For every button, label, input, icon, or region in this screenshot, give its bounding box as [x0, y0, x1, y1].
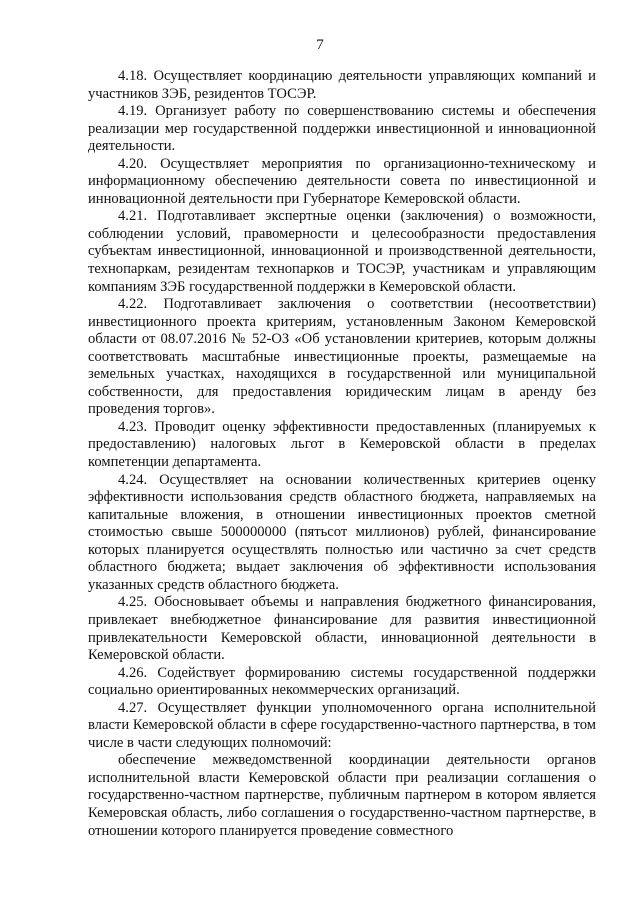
paragraph-4-20: 4.20. Осуществляет мероприятия по организационно-техническому и информационному обеспечению деятельности совета по инвестиционной и инновационной деятельности при Губернаторе Кемеровской области.	[88, 155, 596, 207]
paragraph-4-18: 4.18. Осуществляет координацию деятельности управляющих компаний и участников ЗЭБ, резидентов ТОСЭР.	[88, 68, 596, 102]
paragraph-4-27-item: обеспечение межведомственной координации деятельности органов исполнительной власти Кемеровской области при реализации соглашения о государственно-частном партнерстве, публичным партнером в котором является Кемеровская область, либо соглашения о государственно-частном партнерстве, в отношении которого планируется проведение совместного	[88, 752, 596, 839]
paragraph-4-22: 4.22. Подготавливает заключения о соответствии (несоответствии) инвестиционного проекта критериям, установленным Законом Кемеровской области от 08.07.2016 № 52-ОЗ «Об установлении критериев, которым должны соответствовать масштабные инвестиционные проекты, размещаемые на земельных участках, находящихся в государственной или муниципальной собственности, для предоставления юридическим лицам в аренду без проведения торгов».	[88, 296, 596, 418]
paragraph-4-23: 4.23. Проводит оценку эффективности предоставленных (планируемых к предоставлению) налоговых льгот в Кемеровской области в пределах компетенции департамента.	[88, 418, 596, 471]
paragraph-4-21: 4.21. Подготавливает экспертные оценки (заключения) о возможности, соблюдении условий, правомерности и целесообразности предоставления субъектам инвестиционной, инновационной и производственной деятельности, технопаркам, резидентам технопарков и ТОСЭР, участникам и управляющим компаниям ЗЭБ государственной поддержки в Кемеровской области.	[88, 208, 596, 295]
paragraph-4-24: 4.24. Осуществляет на основании количественных критериев оценку эффективности использования средств областного бюджета, направляемых на капитальные вложения, в отношении инвестиционных проектов сметной стоимостью свыше 500000000 (пятьсот миллионов) рублей, финансирование которых планируется осуществлять полностью или частично за счет средств областного бюджета; выдает заключения об эффективности использования указанных средств областного бюджета.	[88, 471, 596, 593]
paragraph-4-19: 4.19. Организует работу по совершенствованию системы и обеспечения реализации мер государственной поддержки инвестиционной и инновационной деятельности.	[88, 103, 596, 155]
paragraph-4-27: 4.27. Осуществляет функции уполномоченного органа исполнительной власти Кемеровской области в сфере государственно-частного партнерства, в том числе в части следующих полномочий:	[88, 699, 596, 751]
document-body	[88, 68, 596, 840]
paragraph-4-26: 4.26. Содействует формированию системы государственной поддержки социально ориентированных некоммерческих организаций.	[88, 664, 596, 699]
paragraph-4-25: 4.25. Обосновывает объемы и направления бюджетного финансирования, привлекает внебюджетное финансирование для развития инвестиционной привлекательности Кемеровской области, инновационной деятельности в Кемеровской области.	[88, 594, 596, 664]
page-number: 7	[316, 37, 324, 53]
